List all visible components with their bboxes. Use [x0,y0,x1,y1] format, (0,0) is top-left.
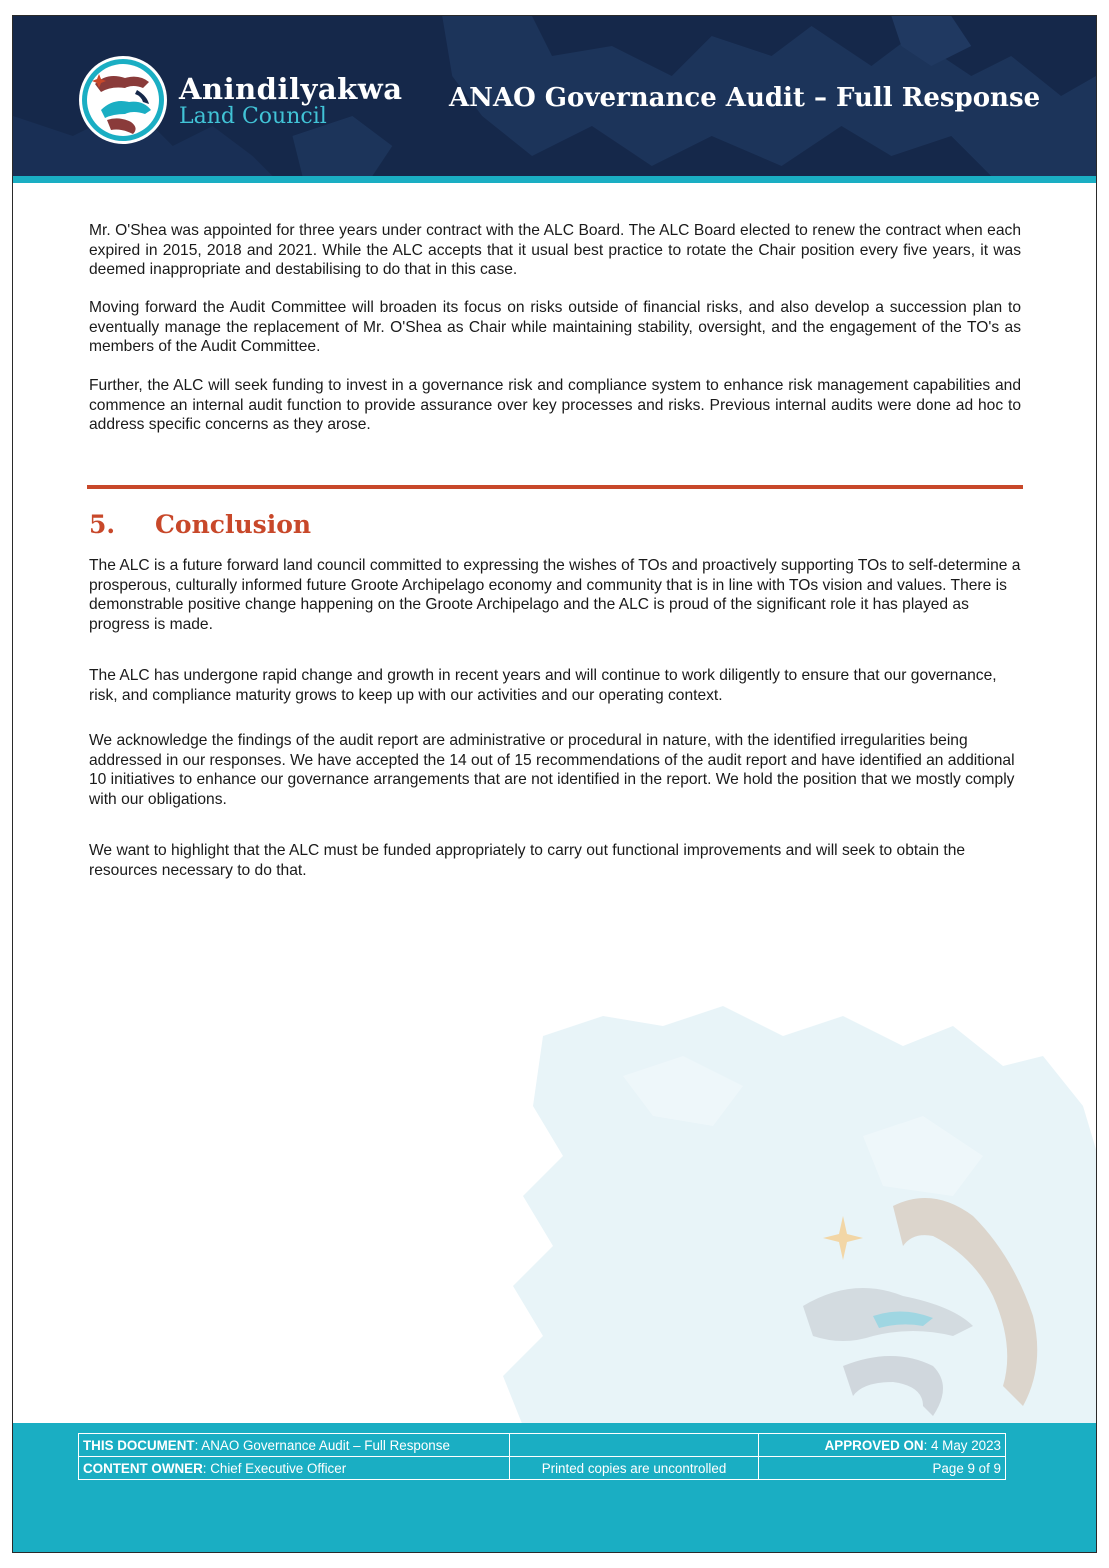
conclusion-paragraph-2: The ALC has undergone rapid change and growth in recent years and will continue to work diligently to ensure that our governance, risk, and compliance maturity grows to keep up with our activities and our operating context. [89,667,997,704]
conclusion-paragraph-3: We acknowledge the findings of the audit report are administrative or procedural in nature, with the identified irregularities being addressed in our responses. We have accepted the 14 out of 15 recommendations of the audit report and have identified an additional 10 initiatives to enhance our governance arrangements that are not identified in the report. We hold the position that we mostly comply with our obligations. [89,732,1015,808]
content-owner-value: : Chief Executive Officer [202,1460,347,1476]
org-subtitle: Land Council [179,104,327,129]
alc-shark-logo-icon [77,54,169,146]
shark-artwork-icon [783,1186,1083,1426]
approved-on-label: APPROVED ON [824,1437,924,1453]
conclusion-paragraph-1: The ALC is a future forward land council committed to expressing the wishes of TOs and proactively supporting TOs to self-determine a prosperous, culturally informed future Groote Archipelago economy and community that is in line with TOs vision and values. There is demonstrable positive change happening on the Groote Archipelago and the ALC is proud of the significant role it has played as progress is made. [89,557,1021,633]
uncontrolled-notice: Printed copies are uncontrolled [510,1457,759,1480]
this-document-label: THIS DOCUMENT [83,1437,195,1453]
org-name: Anindilyakwa [179,72,403,106]
approved-on-cell [759,1434,1006,1457]
body-paragraph-3: Further, the ALC will seek funding to invest in a governance risk and compliance system to enhance risk management capabilities and commence an internal audit function to provide assurance over key processes and risks. Previous internal audits were done ad hoc to address specific concerns as they arose. [89,377,1021,433]
document-page [12,15,1097,1553]
footer-info-table [78,1433,1006,1480]
approved-on-value: : 4 May 2023 [923,1437,1001,1453]
section-divider [87,485,1023,489]
header-stripe [13,176,1096,183]
this-document-value: : ANAO Governance Audit – Full Response [194,1437,450,1453]
conclusion-paragraph-4: We want to highlight that the ALC must be funded appropriately to carry out functional improvements and will seek to obtain the resources necessary to do that. [89,842,966,879]
empty-cell [510,1434,759,1457]
page-number: Page 9 of 9 [759,1457,1006,1480]
section-number: 5. [89,510,116,539]
section-title: Conclusion [155,510,312,539]
footer-row [79,1434,1006,1457]
page-header [13,16,1096,176]
this-document-cell [79,1434,510,1457]
footer-row [79,1457,1006,1480]
body-paragraph-1: Mr. O'Shea was appointed for three years under contract with the ALC Board. The ALC Board elected to renew the contract when each expired in 2015, 2018 and 2021. While the ALC accepts that it usual best practice to rotate the Chair position every five years, it was deemed inappropriate and destabilising to do that in this case. [89,222,1021,278]
document-title: ANAO Governance Audit – Full Response [449,83,1041,113]
section-heading [89,510,311,540]
body-paragraph-2: Moving forward the Audit Committee will broaden its focus on risks outside of financial risks, and also develop a succession plan to eventually manage the replacement of Mr. O'Shea as Chair while maintaining stability, oversight, and the engagement of the TO's as members of the Audit Committee. [89,299,1021,355]
content-owner-cell [79,1457,510,1480]
content-owner-label: CONTENT OWNER [83,1460,203,1476]
